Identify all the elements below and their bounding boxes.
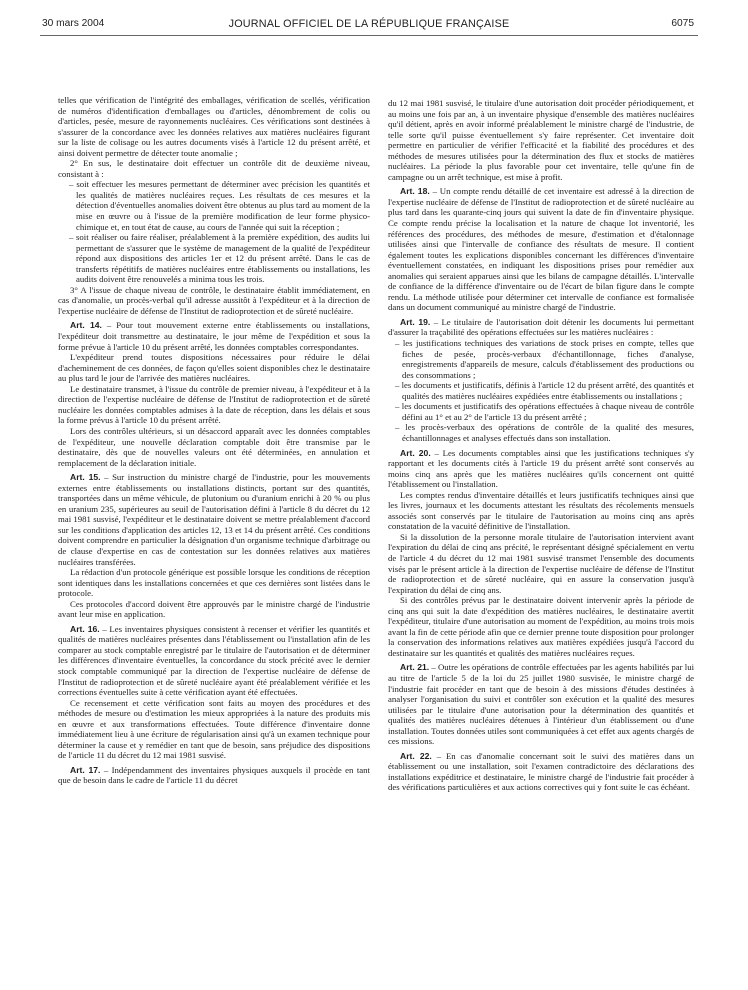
journal-title: JOURNAL OFFICIEL DE LA RÉPUBLIQUE FRANÇAISE	[228, 18, 510, 30]
list-item: – les justifications techniques des variations de stock prises en compte, telles que fiches de pesée, procès-verbaux d'échantillonnage, fiches d'analyse, enregistrements d'appareils de mesure, calculs d'établissement des productions ou des consommations ;	[395, 338, 694, 380]
article-label: Art. 22.	[400, 750, 432, 761]
paragraph: 2° En sus, le destinataire doit effectuer un contrôle dit de deuxième niveau, consistant à :	[58, 158, 370, 179]
paragraph: Ces protocoles d'accord doivent être approuvés par le ministre chargé de l'industrie avant leur mise en application.	[58, 598, 370, 620]
article-20	[388, 448, 694, 490]
article-14	[58, 320, 370, 352]
article-label: Art. 21.	[400, 662, 430, 673]
list	[388, 338, 694, 443]
article-text: – Les documents comptables ainsi que les justifications techniques s'y rapportant et les documents cités à l'article 19 du présent arrêté sont conservés au moins cinq ans après que les matières nucléaires qu'ils concernent ont quitté l'établissement ou l'installation.	[388, 447, 694, 490]
article-text: – Sur instruction du ministre chargé de l'industrie, pour les mouvements externes entre établissements ou installations distincts, portant sur des quantités, transportées dans un même véhicule, de plutonium ou d'uranium enrichi à 20 % ou plus en uranium 235, supérieures au seuil de l'autorisation défini à l'article 8 du décret du 12 mai 1981 susvisé, l'expéditeur et le destinataire doivent se mettre préalablement d'accord sur les conditions d'application des articles 12, 13 et 14 du présent arrêté. Ces conditions doivent comprendre en particulier la désignation d'un organisme technique d'arbitrage ou de clause d'expertise en cas de contestation sur les données relatives aux matières nucléaires transférées.	[58, 472, 370, 567]
article-22	[388, 751, 694, 793]
paragraph: Si la dissolution de la personne morale titulaire de l'autorisation intervient avant l'expiration du délai de cinq ans précité, le représentant désigné spécialement en vertu de l'article 4 du décret du 12 mai 1981 susvisé transmet l'ensemble des documents visés par le présent article à la direction de l'expertise nucléaire de défense de l'Institut de radioprotection et de sûreté nucléaire, qui en assure la conservation jusqu'à l'expiration du délai de cinq ans.	[388, 531, 694, 595]
paragraph: Les comptes rendus d'inventaire détaillés et leurs justificatifs techniques ainsi que les livres, journaux et les documents attestant les résultats des récolements mensuels associés sont conservés par le titulaire de l'autorisation au moins cinq ans après constatation de la vacuité définitive de l'installation.	[388, 489, 694, 532]
list	[58, 179, 370, 284]
article-21	[388, 662, 694, 746]
header-rule	[40, 35, 698, 36]
article-label: Art. 16.	[70, 623, 100, 634]
article-label: Art. 18.	[400, 186, 430, 197]
page-header	[38, 18, 700, 34]
article-label: Art. 14.	[70, 320, 102, 331]
article-text: – Pour tout mouvement externe entre établissements ou installations, l'expéditeur doit transmettre au destinataire, le jour même de l'expédition et sous la forme prévue à l'article 10 du présent arrêté, les données comptables correspondantes.	[58, 320, 370, 352]
left-column	[58, 95, 370, 786]
paragraph: 3° A l'issue de chaque niveau de contrôle, le destinataire établit immédiatement, en cas d'anomalie, un procès-verbal qu'il adresse aussitôt à l'expéditeur et à la direction de l'expertise nucléaire de défense de l'Institut de radioprotection et de sûreté nucléaire.	[58, 284, 370, 316]
right-column	[388, 98, 694, 793]
list-item: – les procès-verbaux des opérations de contrôle de la qualité des mesures, échantillonnages et analyses effectués dans son installation.	[395, 422, 694, 443]
article-text: – Indépendamment des inventaires physiques auxquels il procède en tant que de besoin dans le cadre de l'article 11 du décret	[58, 764, 370, 786]
article-18	[388, 186, 694, 313]
list-item: – soit effectuer les mesures permettant de déterminer avec précision les quantités et les qualités de matières nucléaires reçues. Les résultats de ces mesures et la détection d'éventuelles anomalies doivent être obtenus au plus tard au moment de la mise en œuvre ou à l'issue de la première modification de leur forme physico-chimique et, en tout état de cause, au cours de l'année qui suit la réception ;	[69, 179, 370, 232]
paragraph: Si des contrôles prévus par le destinataire doivent intervenir après la période de cinq ans qui suit la date d'expédition des matières nucléaires, le destinataire avertit l'expéditeur, titulaire d'une autorisation au moment de l'expédition, au moins trois mois avant la fin de cette période afin que ce dernier prenne toute disposition pour prolonger la conservation des informations relatives aux matières expédiées jusqu'à l'accord du destinataire sur les quantités et qualités des matières nucléaires reçues.	[388, 595, 694, 658]
page-number: 6075	[671, 18, 694, 29]
article-label: Art. 17.	[70, 764, 101, 775]
list-item: – les documents et justificatifs, définis à l'article 12 du présent arrêté, des quantités et qualités des matières nucléaires expédiées entre établissements ou installations ;	[395, 380, 694, 401]
article-19	[388, 317, 694, 338]
list-item: – les documents et justificatifs des opérations effectuées à chaque niveau de contrôle défini au 1° et au 2° de l'article 13 du présent arrêté ;	[395, 401, 694, 422]
article-text: – Un compte rendu détaillé de cet inventaire est adressé à la direction de l'expertise nucléaire de défense de l'Institut de radioprotection et de sûreté nucléaire au plus tard dans les quarante-cinq jours qui suivent la date de fin d'inventaire physique. Ce compte rendu précise la localisation et la nature de chaque lot inventorié, les références des procédures, des méthodes de mesure, d'estimation et d'étalonnage utilisées ainsi que l'intervalle de confiance des résultats de mesure. Il contient également toutes les explications disponibles concernant les différences d'inventaire éventuellement constatées, en indiquant les dispositions prises pour remédier aux anomalies qui seraient apparues ainsi que les bilans de campagne détaillés. L'intervalle de confiance de la différence d'inventaire ou de l'écart de bilan figure dans le compte rendu. La méthode utilisée pour déterminer cet intervalle de confiance est formalisée dans un document communiqué au ministre chargé de l'industrie.	[388, 186, 695, 313]
article-label: Art. 20.	[400, 447, 431, 458]
article-16	[58, 624, 370, 698]
paragraph: Ce recensement et cette vérification sont faits au moyen des procédures et des méthodes de mesure ou d'estimation les mieux appropriées à la nature des produits mis en œuvre et aux transformations effectuées. Toute différence d'inventaire donne immédiatement lieu à une écriture de régularisation ainsi qu'à un examen technique pour déterminer la cause et y remédier en tant que de besoin, sans préjudice des dispositions de l'article 11 du décret du 12 mai 1981 susvisé.	[58, 697, 370, 761]
article-17	[58, 765, 370, 786]
list-item: – soit réaliser ou faire réaliser, préalablement à la première expédition, des audits lui permettant de s'assurer que le système de management de la qualité de l'expéditeur répond aux dispositions des articles 1er et 12 du présent arrêté. Dans le cas de transferts répétitifs de matières nucléaires entre établissements ou installations, les audits doivent être renouvelés a minima tous les trois.	[69, 232, 370, 285]
paragraph: du 12 mai 1981 susvisé, le titulaire d'une autorisation doit procéder périodiquement, et au moins une fois par an, à un inventaire physique d'ensemble des matières nucléaires qu'il détient, après en avoir informé préalablement le ministre chargé de l'industrie, de telle sorte qu'il puisse éventuellement s'y faire représenter. Cet inventaire doit permettre en particulier de vérifier l'efficacité et la fiabilité des procédures et des méthodes de mesures utilisées pour la détermination des flux et stocks de matières nucléaires. La période la plus favorable pour cet inventaire, telle qu'une fin de campagne ou un arrêt technique, est mise à profit.	[388, 98, 694, 182]
paragraph: Le destinataire transmet, à l'issue du contrôle de premier niveau, à l'expéditeur et à la direction de l'expertise nucléaire de défense de l'Institut de radioprotection et de sûreté nucléaire les données comptables admises à la date de réception, dans les délais et sous la forme prévus à l'article 10 du présent arrêté.	[58, 383, 370, 426]
paragraph: Lors des contrôles ultérieurs, si un désaccord apparaît avec les données comptables de l'expéditeur, une nouvelle déclaration comptable doit être transmise par le destinataire, dès que de nouvelles valeurs ont été déterminées, en annulation et remplacement de la déclaration initiale.	[58, 425, 370, 468]
article-label: Art. 19.	[400, 316, 431, 327]
article-label: Art. 15.	[70, 472, 101, 483]
paragraph: telles que vérification de l'intégrité des emballages, vérification de scellés, vérification de numéros d'identification d'emballages ou d'articles, dénombrement de colis ou d'articles, pesée, mesure de rayonnements nucléaires. Ces vérifications sont destinées à s'assurer de la concordance avec les données relatives aux matières nucléaires figurant sur la liste de colisage ou les autres documents visés à l'article 12 du présent arrêté, et ainsi doivent permettre de détecter toute anomalie ;	[58, 95, 370, 158]
paragraph: La rédaction d'un protocole générique est possible lorsque les conditions de réception sont identiques dans les installations concernées et que ces dernières sont listées dans le protocole.	[58, 567, 370, 599]
article-text: – Outre les opérations de contrôle effectuées par les agents habilités par lui au titre de l'article 5 de la loi du 25 juillet 1980 susvisée, le ministre chargé de l'industrie fait procéder en tant que de besoin à des missions d'études destinées à analyser l'organisation du suivi et contrôler son exécution et la qualité des mesures utilisées par le titulaire d'une autorisation pour la détermination des quantités et qualités des matières nucléaires détenues à l'intérieur d'un établissement ou d'une installation. Toutes données utiles sont communiquées à cet effet aux agents chargés de ces missions.	[388, 662, 694, 747]
article-15	[58, 472, 370, 567]
article-text: – En cas d'anomalie concernant soit le suivi des matières dans un établissement ou une installation, soit l'examen contradictoire des déclarations des installations expéditrice et destinataire, le ministre chargé de l'industrie fait procéder à des vérifications particulières et aux actions correctives qui y font suite le cas échéant.	[388, 750, 695, 793]
header-date: 30 mars 2004	[42, 18, 105, 29]
article-text: – Le titulaire de l'autorisation doit détenir les documents lui permettant d'assurer la traçabilité des opérations effectuées sur les matières nucléaires :	[388, 316, 695, 338]
paragraph: L'expéditeur prend toutes dispositions nécessaires pour réduire le délai d'acheminement de ces données, de façon qu'elles soient disponibles chez le destinataire au plus tard le jour de l'arrivée des matières nucléaires.	[58, 352, 370, 384]
article-text: – Les inventaires physiques consistent à recenser et vérifier les quantités et qualités de matières nucléaires présentes dans l'établissement ou l'installation afin de les comparer au stock comptable enregistré par le titulaire de l'autorisation et de déterminer les différences d'inventaire éventuelles, la concordance du stock précité avec le dernier stock comptable communiqué par la direction de l'expertise nucléaire de défense de l'Institut de radioprotection et de sûreté nucléaire ayant été préalablement vérifiée et les corrections éventuelles suite à cette vérification ayant été effectuées.	[58, 623, 370, 698]
